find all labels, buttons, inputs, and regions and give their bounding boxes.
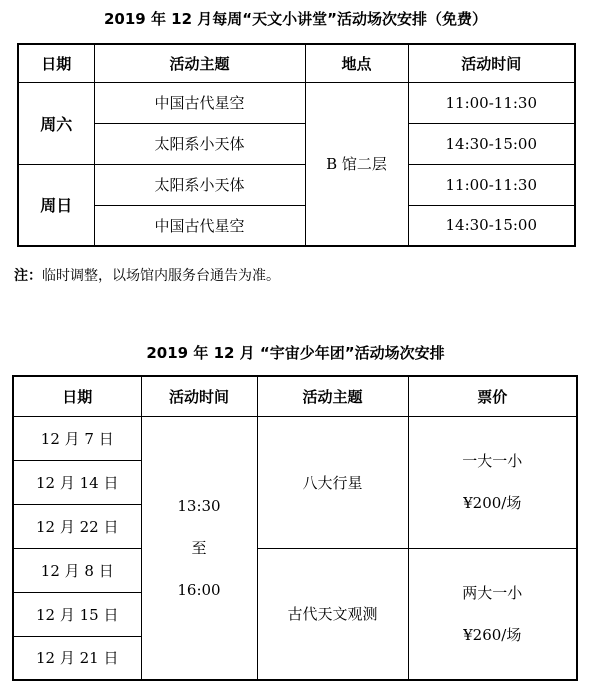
day-saturday: 周六: [18, 82, 94, 164]
day-sunday: 周日: [18, 164, 94, 246]
time-cell: 14:30-15:00: [408, 205, 575, 246]
header-date: 日期: [18, 44, 94, 82]
header-topic: 活动主题: [94, 44, 305, 82]
topic-cell: 中国古代星空: [94, 205, 305, 246]
header-location: 地点: [305, 44, 408, 82]
time-cell: 14:30-15:00: [408, 123, 575, 164]
time-to: 至: [191, 538, 207, 557]
time-end: 16:00: [177, 580, 221, 599]
location-cell: B 馆二层: [305, 82, 408, 246]
topic-ancient-astronomy: 古代天文观测: [257, 548, 408, 680]
topic-cell: 太阳系小天体: [94, 164, 305, 205]
date-cell: 12 月 15 日: [13, 592, 141, 636]
date-cell: 12 月 7 日: [13, 416, 141, 460]
price-value: ¥200/场: [463, 494, 522, 512]
price-cell-1: [408, 416, 577, 548]
youth-group-table: [12, 375, 578, 681]
date-cell: 12 月 8 日: [13, 548, 141, 592]
header-date: 日期: [13, 376, 141, 416]
time-cell: 11:00-11:30: [408, 164, 575, 205]
header-time: 活动时间: [408, 44, 575, 82]
topic-cell: 太阳系小天体: [94, 123, 305, 164]
note: [14, 265, 280, 285]
topic-cell: 中国古代星空: [94, 82, 305, 123]
schedule-title-astronomy-class: 2019 年 12 月每周“天文小讲堂”活动场次安排（免费）: [103, 10, 487, 28]
header-time: 活动时间: [141, 376, 257, 416]
schedule-title-youth-group: 2019 年 12 月 “宇宙少年团”活动场次安排: [146, 344, 445, 362]
price-type: 两大一小: [462, 583, 523, 602]
header-topic: 活动主题: [257, 376, 408, 416]
astronomy-class-table: [17, 43, 576, 247]
date-cell: 12 月 14 日: [13, 460, 141, 504]
note-label: 注：: [14, 268, 42, 284]
note-text: 临时调整，以场馆内服务台通告为准。: [42, 268, 280, 284]
header-price: 票价: [408, 376, 577, 416]
time-cell: [141, 416, 257, 680]
price-value: ¥260/场: [463, 625, 522, 644]
date-cell: 12 月 21 日: [13, 636, 141, 680]
time-start: 13:30: [177, 496, 221, 515]
price-cell-2: [408, 548, 577, 680]
date-cell: 12 月 22 日: [13, 504, 141, 548]
price-type: 一大一小: [462, 452, 523, 470]
topic-planets: 八大行星: [257, 416, 408, 548]
time-cell: 11:00-11:30: [408, 82, 575, 123]
